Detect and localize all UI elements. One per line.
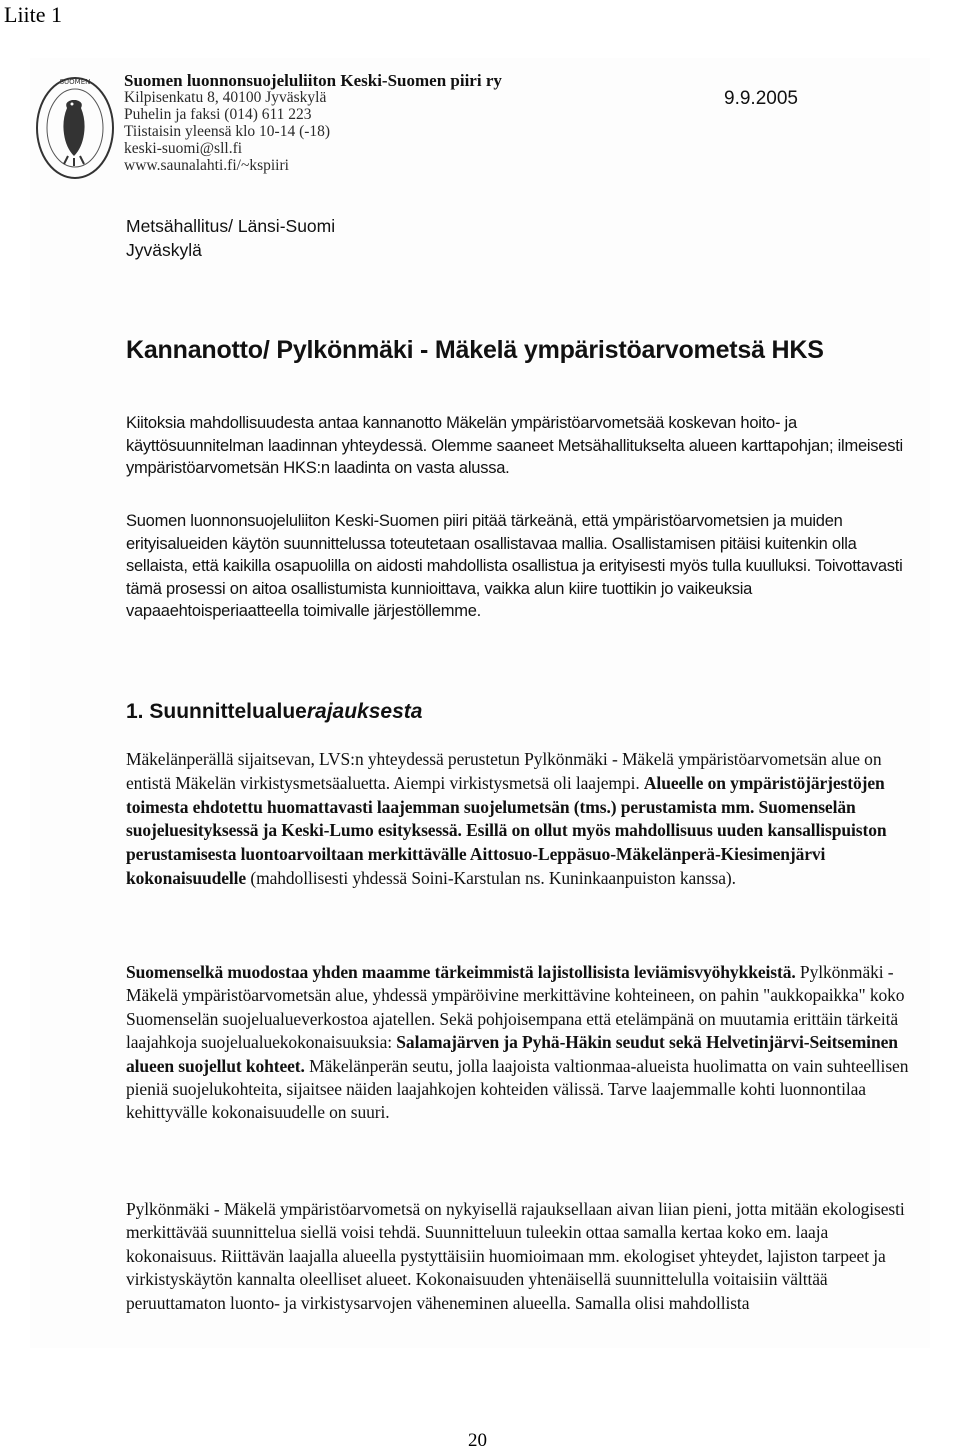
p3-text-bold: Alueelle on ympäristöjärjestöjen toimesta ehdotettu huomattavasti laajemman suojelumetsän (tms.) perustamista mm. Suomenselän suojeluesityksessä ja Keski-Lumo esityksessä. Esillä on ollut myös mahdollisuus uuden kansallispuiston perustamisesta luontoarvoiltaan merkittävälle Aittosuo-Leppäsuo-Mäkelänperä-Kiesimenjärvi kokonaisuudelle	[126, 772, 887, 888]
p4-text-1: Pylkönmäki - Mäkelä ympäristöarvometsän alue, yhdessä ympäröivine merkittävine kohteineen, on pahin "aukkopaikka" koko Suomenselän suojelualueverkostoa ajatellen. Sekä pohjoisempana että etelämpänä on muutamia erittäin tärkeitä laajahkoja suojelualuekokonaisuuksia:	[126, 962, 905, 1053]
section-title-italic: rajauksesta	[306, 700, 423, 723]
org-address: Kilpisenkatu 8, 40100 Jyväskylä	[124, 89, 327, 106]
paragraph-suomenselka	[126, 961, 916, 1125]
p3-text-end: (mahdollisesti yhdessä Soini-Karstulan ns. Kuninkaanpuiston kanssa).	[246, 867, 736, 888]
svg-text:SUOMEN: SUOMEN	[59, 78, 91, 86]
p4-text-2: Mäkelänperän seutu, jolla laajoista valtionmaa-alueista huolimatta on vain suhteellisen pieniä suojelukohteita, sijaitsee näiden laajahkojen kohteiden välissä. Tarve laajemmalle kohti luonnontilaa kehittyvälle kokonaisuudelle on suuri.	[126, 1055, 909, 1123]
scanned-letter	[30, 58, 930, 1348]
recipient-line-2: Jyväskylä	[126, 240, 202, 260]
p4-text-bold-1: Suomenselkä muodostaa yhden maamme tärkeimmistä lajistollisista leviämisvyöhykkeistä.	[126, 962, 796, 982]
letter-title: Kannanotto/ Pylkönmäki - Mäkelä ympäristöarvometsä HKS	[126, 336, 824, 364]
p4-text-bold-2: Salamajärven ja Pyhä-Häkin seudut sekä Helvetinjärvi-Seitseminen alueen suojellut kohteet.	[126, 1032, 898, 1076]
org-email: keski-suomi@sll.fi	[124, 140, 243, 157]
recipient	[126, 214, 335, 262]
section-number: 1.	[126, 700, 144, 723]
page-number: 20	[468, 1430, 487, 1451]
paragraph-area	[126, 748, 916, 891]
attachment-label: Liite 1	[4, 2, 63, 27]
org-phone: Puhelin ja faksi (014) 611 223	[124, 106, 312, 123]
recipient-line-1: Metsähallitus/ Länsi-Suomi	[126, 216, 336, 236]
letter-date: 9.9.2005	[724, 88, 798, 109]
org-hours: Tiistaisin yleensä klo 10-14 (-18)	[124, 123, 331, 140]
section-heading	[126, 700, 422, 724]
section-title-regular: Suunnittelualue	[149, 700, 307, 723]
sll-seal-logo-icon	[34, 70, 116, 182]
org-name: Suomen luonnonsuojeluliiton Keski-Suomen piiri ry	[124, 71, 502, 90]
p3-text-start: Mäkelänperällä sijaitsevan, LVS:n yhteydessä perustetun Pylkönmäki - Mäkelä ympäristöarvometsän alue on entistä Mäkelän virkistysmetsäaluetta. Aiempi virkistysmetsä oli laajempi.	[126, 749, 882, 793]
letterhead	[124, 72, 502, 174]
org-web: www.saunalahti.fi/~kspiiri	[124, 157, 289, 174]
paragraph-boundary: Pylkönmäki - Mäkelä ympäristöarvometsä on nykyisellä rajauksellaan aivan liian pieni, jotta mitään ekologisesti merkittävää suunnittelua siellä voisi tehdä. Suunnitteluun tuleekin ottaa samalla kertaa koko em. laaja kokonaisuus. Riittävän laajalla alueella pystyttäisiin huomioimaan mm. ekologiset yhteydet, lajiston tarpeet ja virkistyskäytön kannalta oleelliset alueet. Kokonaisuuden yhtenäisellä suunnittelulla voitaisiin välttää peruuttamaton luonto- ja virkistysarvojen väheneminen alueella. Samalla olisi mahdollista	[126, 1199, 905, 1313]
paragraph-participation: Suomen luonnonsuojeluliiton Keski-Suomen piiri pitää tärkeänä, että ympäristöarvometsien ja muiden erityisalueiden käytön suunnittelussa toteutetaan osallistavaa mallia. Osallistamisen pitäisi kuitenkin olla sellaista, että kaikilla osapuolilla on aidosti mahdollista osallistua ja erityisesti myös tulla kuulluksi. Toivottavasti tämä prosessi on aitoa osallistumista kunnioittava, vaikka alun kiire tuottikin jo vaikeuksia vapaaehtoisperiaatteella toimivalle järjestöllemme.	[126, 512, 903, 621]
paragraph-intro: Kiitoksia mahdollisuudesta antaa kannanotto Mäkelän ympäristöarvometsää koskevan hoito- ja käyttösuunnitelman laadinnan yhteydessä. Olemme saaneet Metsähallitukselta alueen karttapohjan; ilmeisesti ympäristöarvometsän HKS:n laadinta on vasta alussa.	[126, 414, 903, 478]
